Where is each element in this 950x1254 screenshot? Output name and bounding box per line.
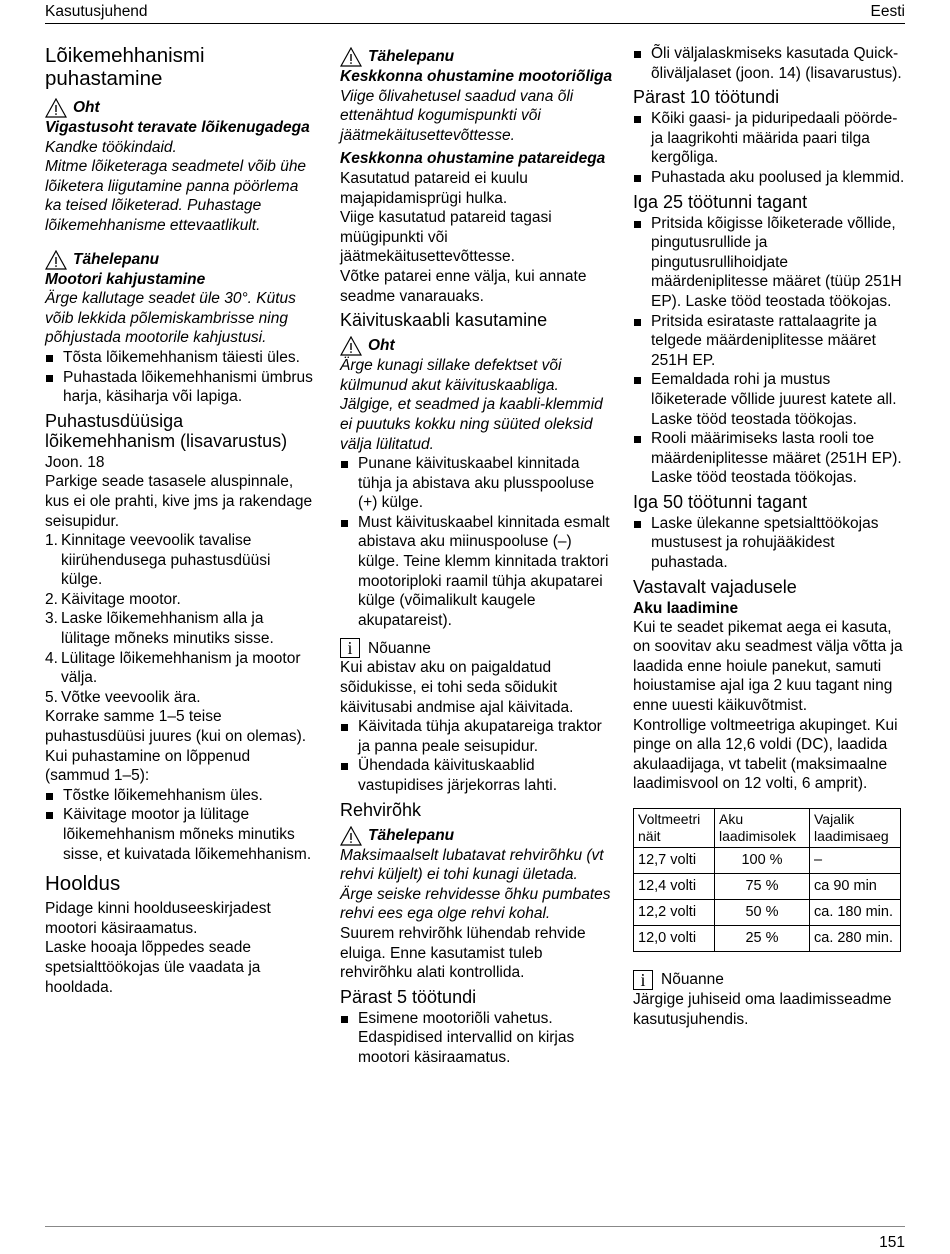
list-item: 5. Võtke veevoolik ära. xyxy=(45,688,201,706)
subsection-title: Puhastusdüüsiga lõikemehhanism (lisavarustus) xyxy=(45,410,288,451)
note-text: Ärge kunagi sillake defektset või külmunud akut käivituskaabliga. Jälgige, et seadmed ja kaabli-klemmid ei puutuks kokku ning süüted oleksid välja lülitatud. xyxy=(340,357,603,453)
subsection-title: Pärast 10 töötundi xyxy=(633,87,780,108)
list-item: Käivitada tühja akupatareiga traktor ja panna peale seisupidur. xyxy=(340,717,614,756)
attention-note-header xyxy=(340,826,614,846)
note-text: Viige õlivahetusel saadud vana õli ettenähtud kogumispunkti või jäätmekäitusettevõttesse. xyxy=(340,87,574,144)
paragraph: Suurem rehvirõhk lühendab rehvide eluiga. Enne kasutamist tuleb rehvirõhku alati kontrollida. xyxy=(340,924,586,982)
table-cell: – xyxy=(810,848,901,874)
bullet-list xyxy=(45,348,313,407)
list-item: Kõiki gaasi- ja piduripedaali pöörde- ja laagrikohti määrida paari tilga kergõliga. xyxy=(633,109,905,168)
info-icon: i xyxy=(340,638,360,658)
list-item: 2. Käivitage mootor. xyxy=(45,590,181,608)
note-headline: Vigastusoht teravate lõikenugadega xyxy=(45,119,310,136)
table-row xyxy=(634,926,901,952)
table-header-cell: Voltmeetri näit xyxy=(634,809,715,848)
bullet-list xyxy=(340,454,614,630)
subsection-title: Aku laadimine xyxy=(633,599,739,617)
bullet-list xyxy=(340,717,614,795)
paragraph: Kui abistav aku on paigaldatud sõidukisse, ei tohi seda sõidukit käivitusabi andmise ajal käivitada. xyxy=(340,659,574,716)
paragraph: Viige kasutatud patareid tagasi müügipunkti või jäätmekäitusettevõttesse. xyxy=(340,209,552,266)
table-cell: ca. 180 min. xyxy=(810,900,901,926)
note-text: Ärge kallutage seadet üle 30°. Kütus võib lekkida põlemiskambrisse ning põhjustada mootorile kahjustusi. xyxy=(45,290,296,347)
paragraph: Parkige seade tasasele aluspinnale, kus ei ole prahti, kive jms ja rakendage seisupidur. xyxy=(45,473,313,530)
attention-note-header xyxy=(45,250,313,270)
subsection-title: Rehvirõhk xyxy=(340,799,422,820)
list-item: Ühendada käivituskaablid vastupidises järjekorras lahti. xyxy=(340,756,614,795)
footer-rule xyxy=(45,1226,905,1227)
table-cell: 12,4 volti xyxy=(634,874,715,900)
table-cell: 75 % xyxy=(715,874,810,900)
list-item: 1. Kinnitage veevoolik tavalise kiirühendusega puhastusdüüsi külge. xyxy=(45,532,271,589)
paragraph: Kui puhastamine on lõppenud (sammud 1–5): xyxy=(45,747,251,785)
note-label: Tähelepanu xyxy=(73,250,160,268)
numbered-steps xyxy=(45,531,313,707)
warning-triangle-icon xyxy=(340,336,362,356)
header-rule xyxy=(45,23,905,24)
section-title-maintenance: Hooldus xyxy=(45,872,121,896)
list-item: 4. Lülitage lõikemehhanism ja mootor välja. xyxy=(45,649,301,687)
note-label: Oht xyxy=(73,99,100,117)
bullet-list xyxy=(633,514,905,573)
bullet-list xyxy=(45,786,313,864)
table-cell: ca. 280 min. xyxy=(810,926,901,952)
list-item: Rooli määrimiseks lasta rooli toe määrdeniplitesse määret (251H EP). Laske tööd teostada töökojas. xyxy=(633,429,905,488)
list-item: Tõsta lõikemehhanism täiesti üles. xyxy=(45,348,313,368)
list-item: Käivitage mootor ja lülitage lõikemehhanism mõneks minutiks sisse, et kuivatada lõikemehhanism. xyxy=(45,805,313,864)
tip-note-header xyxy=(633,970,905,990)
subsection-title: Vastavalt vajadusele xyxy=(633,576,797,597)
list-item: Pritsida esirataste rattalaagrite ja telgede määrdeniplitesse määret 251H EP. xyxy=(633,312,905,371)
list-item: Eemaldada rohi ja mustus lõiketerade võllide juurest katete all. Laske tööd teostada töökojas. xyxy=(633,370,905,429)
paragraph: Järgige juhiseid oma laadimisseadme kasutusjuhendis. xyxy=(633,991,892,1028)
bullet-list xyxy=(633,44,905,83)
table-row xyxy=(634,874,901,900)
note-text: Kandke töökindaid. xyxy=(45,138,177,156)
table-header-cell: Vajalik laadimisaeg xyxy=(810,809,901,848)
list-item: Laske ülekanne spetsialttöökojas mustusest ja rohujääkidest puhastada. xyxy=(633,514,905,573)
column-1 xyxy=(45,44,313,997)
note-text: Maksimaalselt lubatavat rehvirõhku (vt rehvi küljelt) ei tohi kunagi ületada. Ärge seiske rehvidesse õhku pumbates rehvi ees ega olge rehvi kohal. xyxy=(340,846,611,923)
table-cell: ca 90 min xyxy=(810,874,901,900)
subsection-title: Pärast 5 töötundi xyxy=(340,986,477,1007)
list-item: Tõstke lõikemehhanism üles. xyxy=(45,786,313,806)
warning-triangle-icon xyxy=(340,826,362,846)
subsection-title: Iga 50 töötunni tagant xyxy=(633,491,808,512)
table-header-cell: Aku laadimisolek xyxy=(715,809,810,848)
table-cell: 12,2 volti xyxy=(634,900,715,926)
table-row xyxy=(634,900,901,926)
table-cell: 100 % xyxy=(715,848,810,874)
paragraph: Pidage kinni hoolduseeskirjadest mootori käsiraamatus. xyxy=(45,900,271,937)
table-cell: 12,0 volti xyxy=(634,926,715,952)
note-text: Mitme lõiketeraga seadmetel võib ühe lõiketera liigutamine panna pöörlema ka teised lõiketerad. Puhastage lõikemehhanisme ettevaatlikult. xyxy=(45,158,307,234)
paragraph: Korrake samme 1–5 teise puhastusdüüsi juures (kui on olemas). xyxy=(45,708,307,746)
paragraph: Kui te seadet pikemat aega ei kasuta, on soovitav aku seadmest välja võtta ja laadida enne hoiule panekut, samuti hoiustamise ajal iga 2 kuu tagant ning enne uuesti käikuvõtmist. xyxy=(633,618,903,715)
charging-table xyxy=(633,808,901,952)
danger-note-header xyxy=(45,98,313,118)
bullet-list xyxy=(633,109,905,187)
subsection-title: Käivituskaabli kasutamine xyxy=(340,310,548,331)
warning-triangle-icon xyxy=(340,47,362,67)
list-item: Puhastada aku poolused ja klemmid. xyxy=(633,168,905,188)
list-item: Must käivituskaabel kinnitada esmalt abistava aku miinuspooluse (–) külge. Teine klemm kinnitada traktori mootoriploki raamil tühja akupatarei külge (võimalikult kaugele akupatareist). xyxy=(340,513,614,631)
table-cell: 12,7 volti xyxy=(634,848,715,874)
list-item: 3. Laske lõikemehhanism alla ja lülitage mõneks minutiks sisse. xyxy=(45,610,274,648)
note-label: Nõuanne xyxy=(661,971,724,989)
info-icon: i xyxy=(633,970,653,990)
paragraph: Laske hooaja lõppedes seade spetsialttöökojas üle vaadata ja hooldada. xyxy=(45,939,261,996)
note-headline: Keskkonna ohustamine mootoriõliga xyxy=(340,68,613,85)
list-item: Puhastada lõikemehhanismi ümbrus harja, käsiharja või lapiga. xyxy=(45,368,313,407)
column-3 xyxy=(633,44,905,1029)
list-item: Pritsida kõigisse lõiketerade võllide, pingutusrullide ja pingutusrullihoidjate määrdeniplitesse määret (tüüp 251H EP). Laske tööd teostada töökojas. xyxy=(633,214,905,312)
page-header xyxy=(45,2,905,22)
note-label: Tähelepanu xyxy=(368,826,455,844)
paragraph: Kontrollige voltmeetriga akupinget. Kui pinge on alla 12,6 voldi (DC), laadida akulaadijaga, vt tabelit (maksimaalne laadimisvool on 12 volti, 6 amprit). xyxy=(633,716,898,793)
bullet-list xyxy=(340,1009,614,1068)
tip-note-header xyxy=(340,638,614,658)
table-header-row xyxy=(634,809,901,848)
paragraph: Võtke patarei enne välja, kui annate seadme vanarauaks. xyxy=(340,267,587,305)
warning-triangle-icon xyxy=(45,98,67,118)
paragraph: Kasutatud patareid ei kuulu majapidamisprügi hulka. xyxy=(340,169,528,207)
paragraph: Joon. 18 xyxy=(45,453,105,471)
language-label: Eesti xyxy=(870,3,905,20)
column-2 xyxy=(340,44,614,1068)
page-number: 151 xyxy=(879,1234,905,1251)
section-title-cleaning: Lõikemehhanismi puhastamine xyxy=(45,44,205,90)
list-item: Punane käivituskaabel kinnitada tühja ja abistava aku plusspooluse (+) külge. xyxy=(340,454,614,513)
list-item: Õli väljalaskmiseks kasutada Quick-õliväljalaset (joon. 14) (lisavarustus). xyxy=(633,44,905,83)
document-title: Kasutusjuhend xyxy=(45,3,148,20)
table-cell: 50 % xyxy=(715,900,810,926)
note-label: Tähelepanu xyxy=(368,48,455,66)
bullet-list xyxy=(633,214,905,488)
warning-triangle-icon xyxy=(45,250,67,270)
table-cell: 25 % xyxy=(715,926,810,952)
note-label: Oht xyxy=(368,337,395,355)
list-item: Esimene mootoriõli vahetus. Edaspidised intervallid on kirjas mootori käsiraamatus. xyxy=(340,1009,614,1068)
attention-note-header xyxy=(340,47,614,67)
danger-note-header xyxy=(340,336,614,356)
note-headline: Mootori kahjustamine xyxy=(45,270,206,288)
subsection-title: Iga 25 töötunni tagant xyxy=(633,191,808,212)
note-label: Nõuanne xyxy=(368,639,431,657)
note-headline: Keskkonna ohustamine patareidega xyxy=(340,150,606,168)
table-row xyxy=(634,848,901,874)
